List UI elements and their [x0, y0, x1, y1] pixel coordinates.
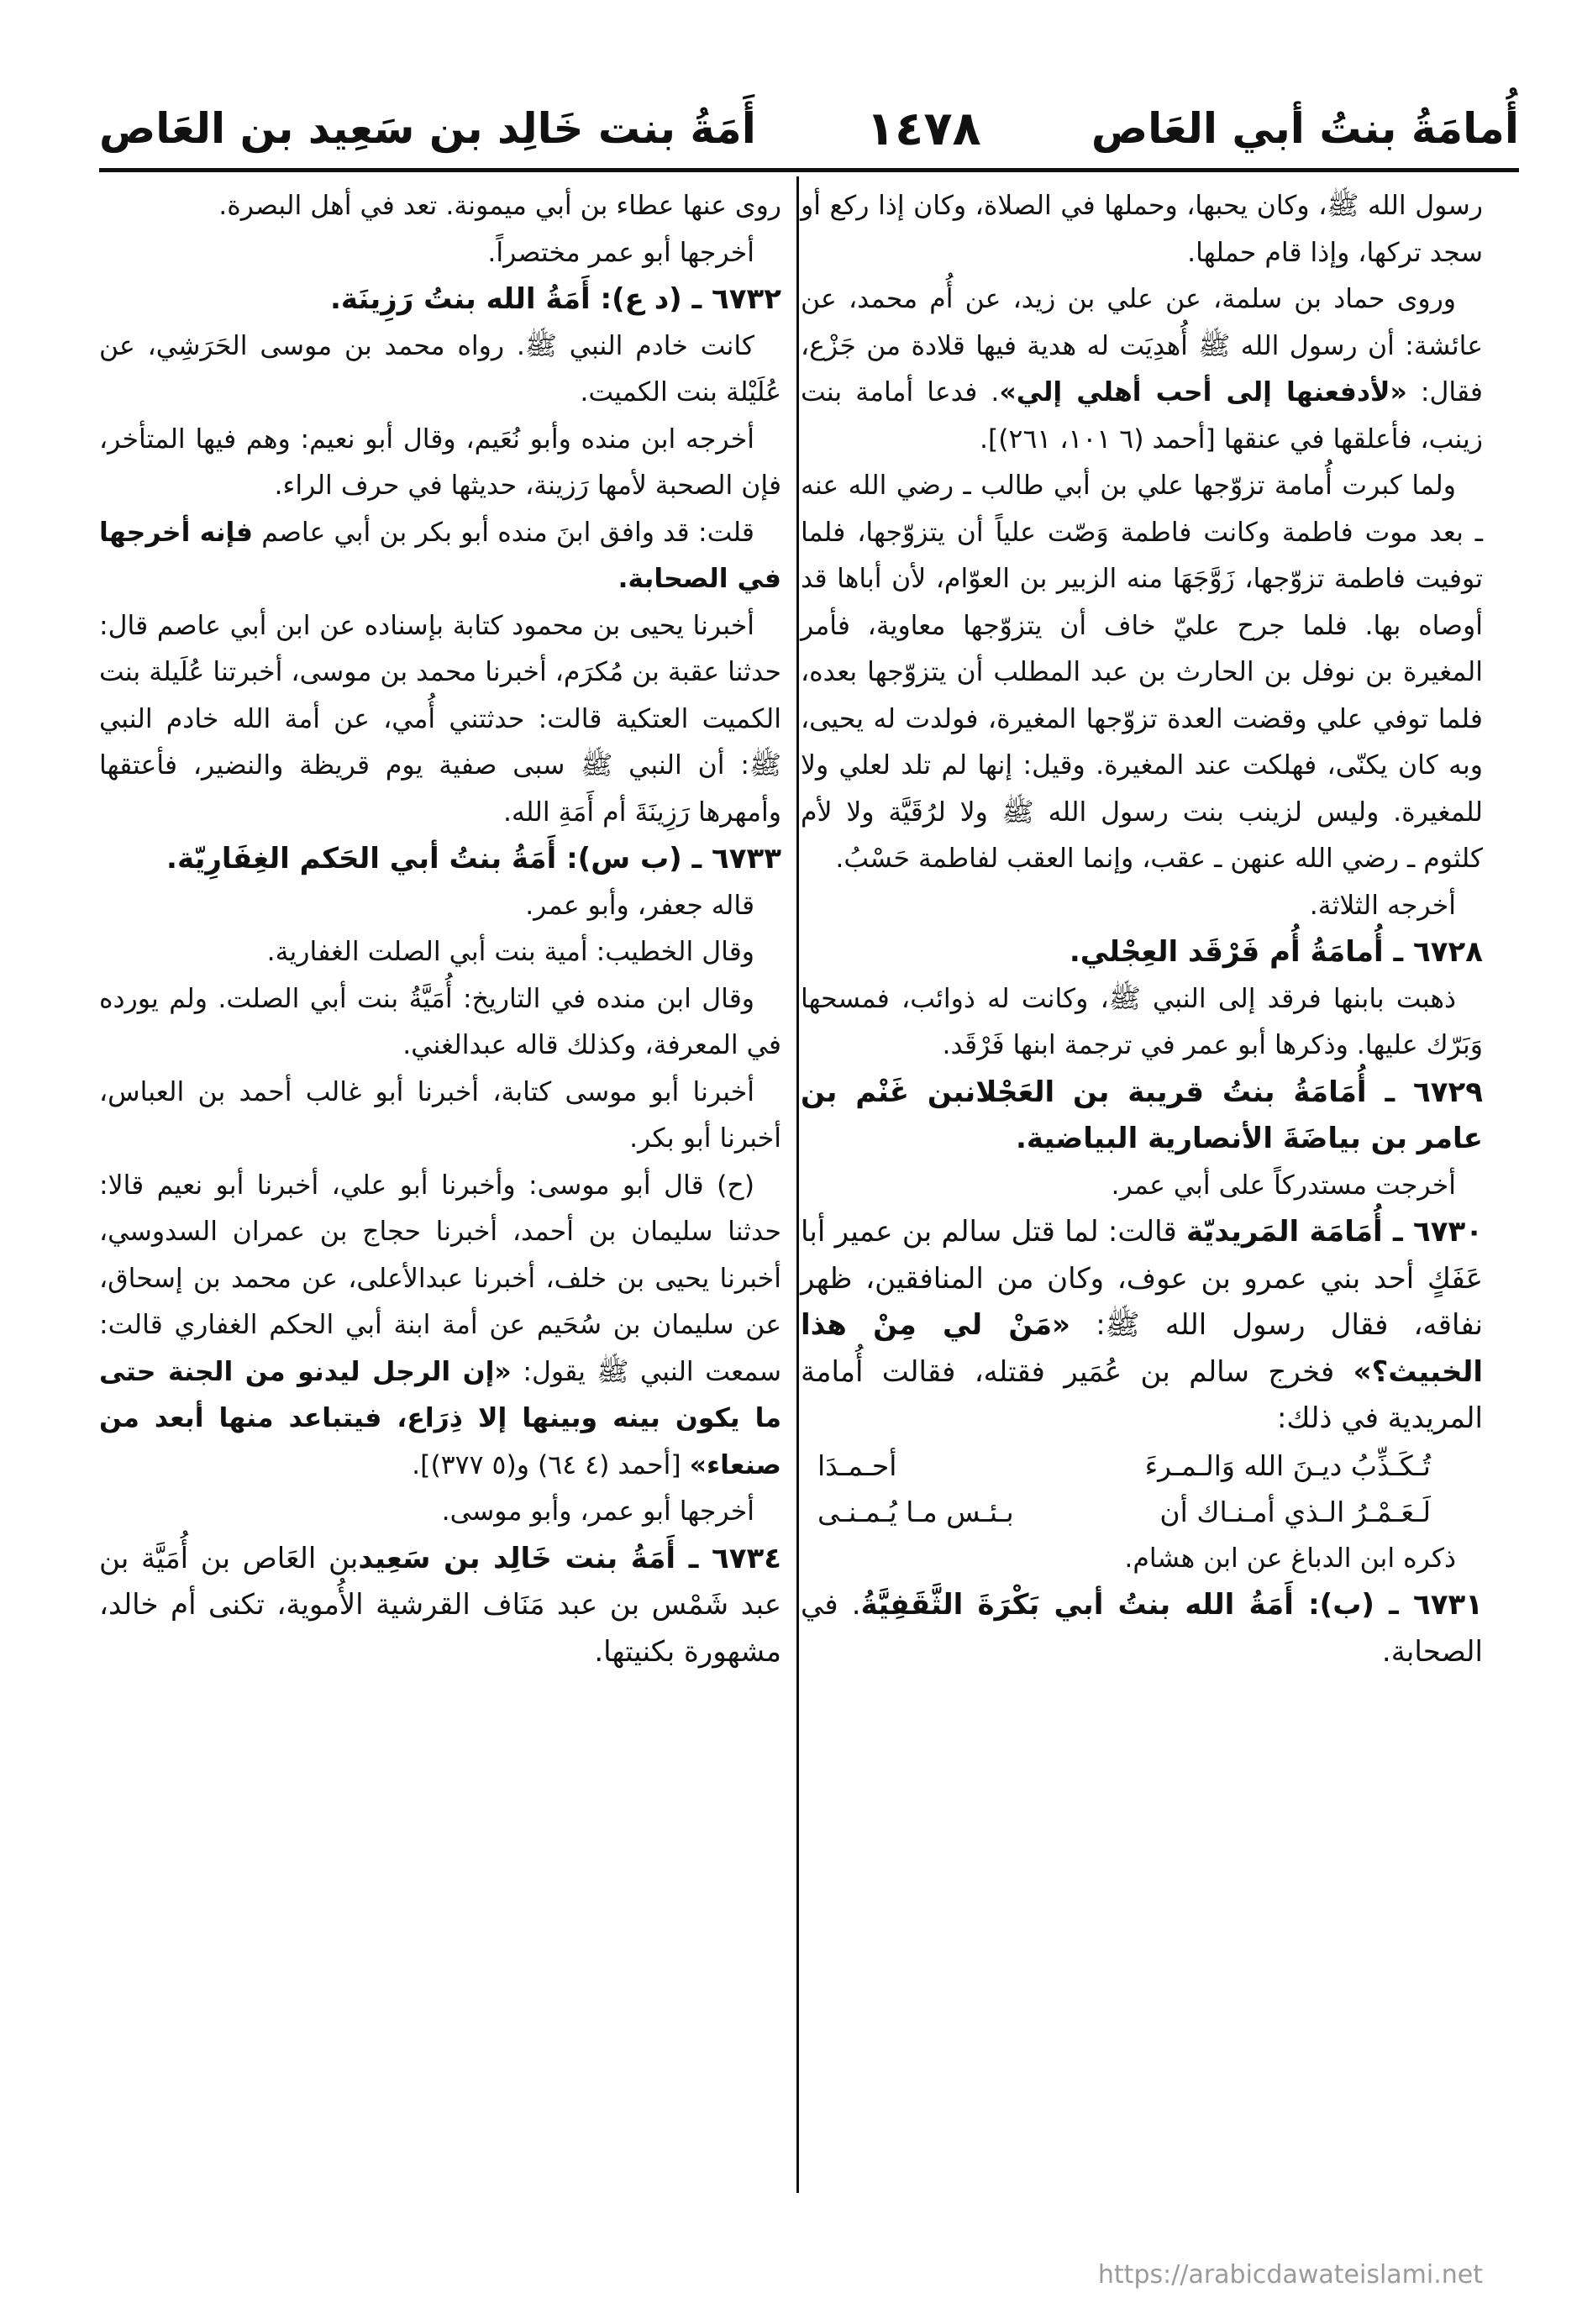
left-column	[99, 183, 781, 1675]
paragraph: أخبرنا يحيى بن محمود كتابة بإسناده عن ابن أبي عاصم قال: حدثنا عقبة بن مُكرَم، أخبرنا محمد بن موسى، أخبرتنا عُلَيلة بنت الكميت العتكية قالت: حدثتني أُمي، عن أمة الله خادم النبي ﷺ: أن النبي ﷺ سبى صفية يوم قريظة والنضير، فأعتقها وأمهرها رَزِينَةَ أم أَمَةِ الله.	[99, 610, 781, 828]
entry-number: ٦٧٣٠	[1413, 1215, 1484, 1249]
paragraph: أخرجها أبو عمر مختصراً.	[487, 237, 754, 268]
entry-text: فخرج سالم بن عُمَير فقتله، فقالت أُمامة المريدية في ذلك:	[801, 1354, 1483, 1435]
paragraph: ولما كبرت أُمامة تزوّجها علي بن أبي طالب ـ رضي الله عنه ـ بعد موت فاطمة وكانت فاطمة وَصّت علياً أن يتزوّجها، فلما توفيت فاطمة تزوّجها، زَوَّجَهَا منه الزبير بن العوّام، لأن أباها قد أوصاه بها. فلما جرح عليّ خاف أن يتزوّجها معاوية، فأمر المغيرة بن نوفل بن الحارث بن عبد المطلب أن يتزوّجها بعده، فلما توفي علي وقضت العدة تزوّجها المغيرة، فولدت له يحيى، وبه كان يكنّى، فهلكت عند المغيرة. وقيل: إنها لم تلد لعلي ولا للمغيرة. وليس لزينب بنت رسول الله ﷺ ولا لرُقَيَّة ولا لأم كلثوم ـ رضي الله عنهن ـ عقب، وإنما العقب لفاطمة حَسْبُ.	[801, 471, 1483, 874]
header-rule	[99, 168, 1519, 172]
entry-title: ـ (د ع): أَمَةُ الله بنتُ رَزِينَة.	[329, 282, 712, 316]
paragraph: وقال الخطيب: أمية بنت أبي الصلت الغفارية.	[266, 937, 754, 967]
entry-title: ـ أُمَامَةُ بنتُ قريبة بن العَجْلان	[964, 1075, 1413, 1109]
entry-text: قالت: لما قتل سالم بن عمير أبا عَفَكٍ أحد بني عمرو بن عوف، وكان من المنافقين، ظهر نفاقه، فقال رسول الله ﷺ:	[801, 1215, 1483, 1342]
entry-number: ٦٧٣١	[1412, 1588, 1483, 1622]
paragraph	[801, 276, 1483, 463]
paragraph: كانت خادم النبي ﷺ. رواه محمد بن موسى الحَرَشِي، عن عُلَيْلة بنت الكميت.	[99, 330, 781, 407]
entry-6731	[801, 1582, 1483, 1675]
paragraph: أخبرنا أبو موسى كتابة، أخبرنا أبو غالب أحمد بن العباس، أخبرنا أبو بكر.	[99, 1076, 781, 1154]
text: وروى حماد بن سلمة، عن علي بن زيد، عن أُم محمد، عن عائشة: أن رسول الله ﷺ أُهدِيَت له هدية فيها قلادة من جَزْع، فقال:	[801, 284, 1483, 407]
verse-line	[801, 1489, 1483, 1536]
entry-6729	[801, 1070, 1483, 1163]
paragraph: أخرجه الثلاثة.	[1309, 890, 1456, 921]
paragraph: وقال ابن منده في التاريخ: أُمَيَّةُ بنت أبي الصلت. ولم يورده في المعرفة، وكذلك قاله عبدالغني.	[99, 983, 781, 1060]
paragraph: قاله جعفر، وأبو عمر.	[525, 890, 754, 921]
entry-rest: بن غَنْم بن عامر بن بياضَةَ الأنصارية البياضية.	[801, 1075, 1483, 1155]
entry-rest: . في الصحابة.	[801, 1588, 1483, 1669]
verse-line	[801, 1443, 1483, 1490]
right-column	[801, 183, 1483, 1675]
hemistich: بـئـس مـا يُـمـنـى	[817, 1496, 1014, 1528]
entry-title: ـ (ب): أَمَةُ الله بنتُ أبي بَكْرَةَ الثَّقَفِيَّةُ	[860, 1588, 1413, 1622]
text-bold: فإنه أخرجها في الصحابة.	[99, 517, 781, 594]
entry-title: ـ أُمَامَة المَريديّة	[1186, 1215, 1413, 1249]
hadith-quote: «لأدفعنها إلى أحب أهلي إلي»	[999, 377, 1407, 407]
entry-rest: بن العَاص بن أُمَيَّة بن عبد شَمْس بن عبد مَنَاف القرشية الأُموية، تكنى أم خالد، مشهورة بكنيتها.	[99, 1541, 781, 1669]
paragraph: أخرجها أبو عمر، وأبو موسى.	[441, 1496, 754, 1527]
paragraph: رسول الله ﷺ، وكان يحبها، وحملها في الصلاة، وكان إذا ركع أو سجد تركها، وإذا قام حملها.	[801, 191, 1483, 268]
paragraph: روى عنها عطاء بن أبي ميمونة. تعد في أهل البصرة.	[218, 191, 781, 221]
watermark-url: https://arabicdawateislami.net	[1097, 2260, 1483, 2290]
page-header	[99, 91, 1519, 166]
paragraph: أخرجه ابن منده وأبو نُعَيم، وقال أبو نعيم: وهم فيها المتأخر، فإن الصحبة لأمها رَزينة، حديثها في حرف الراء.	[99, 423, 781, 501]
hemistich: تُـكَـذِّبُ ديـنَ الله وَالـمـرءَ	[1144, 1449, 1431, 1482]
hadith-quote: «إن الرجل ليدنو من الجنة حتى ما يكون بينه وبينها إلا ذِرَاع، فيتباعد منها أبعد من صنعاء»	[99, 1356, 781, 1480]
entry-number: ٦٧٣٣	[711, 842, 781, 875]
paragraph: ذهبت بابنها فرقد إلى النبي ﷺ، وكانت له ذوائب، فمسحها وَبَرّك عليها. وذكرها أبو عمر في ترجمة ابنها فَرْقَد.	[801, 983, 1483, 1060]
text: (ح) قال أبو موسى: وأخبرنا أبو علي، أخبرنا أبو نعيم قالا: حدثنا سليمان بن أحمد، أخبرنا حجاج بن عمران السدوسي، أخبرنا يحيى بن خلف، أخبرنا عبدالأعلى، عن محمد بن إسحاق، عن سليمان بن سُحَيم عن أمة ابنة أبي الحكم الغفاري قالت: سمعت النبي ﷺ يقول:	[99, 1170, 781, 1387]
header-right-title: أُمامَةُ بنتُ أبي العَاص	[1091, 104, 1519, 153]
text: قلت: قد وافق ابنَ منده أبو بكر بن أبي عاصم	[252, 517, 754, 548]
entry-6734	[99, 1536, 781, 1676]
hemistich: لَـعَـمْـرُ الـذي أمـنـاك أن	[1159, 1496, 1431, 1528]
entry-number: ٦٧٢٨	[1412, 935, 1483, 969]
entry-title: ـ أُمامَةُ أُم فَرْقَد العِجْلي.	[1069, 935, 1413, 969]
entry-6728	[801, 929, 1483, 976]
entry-6732	[99, 276, 781, 323]
paragraph	[99, 510, 781, 603]
paragraph	[99, 1163, 781, 1490]
text: [أحمد (٤ ٦٤) و(٥ ٣٧٧)].	[412, 1449, 690, 1480]
page-number: ١٤٧٨	[865, 101, 981, 156]
paragraph: ذكره ابن الدباغ عن ابن هشام.	[1124, 1543, 1456, 1574]
column-divider	[796, 176, 799, 2193]
entry-number: ٦٧٢٩	[1412, 1075, 1483, 1109]
hemistich: أحـمـدَا	[817, 1449, 897, 1482]
entry-title: ـ (ب س): أَمَةُ بنتُ أبي الحَكم الغِفَارِيّة.	[166, 842, 712, 875]
entry-title: ـ أَمَةُ بنت خَالِد بن سَعِيد	[358, 1541, 712, 1575]
entry-6730	[801, 1209, 1483, 1443]
hadith-quote: «مَنْ لي مِنْ هذا الخبيث؟»	[801, 1308, 1483, 1389]
entry-6733	[99, 836, 781, 883]
entry-number: ٦٧٣٤	[711, 1541, 781, 1575]
text: . فدعا أمامة بنت زينب، فأعلقها في عنقها [أحمد (٦ ١٠١، ٢٦١)].	[801, 377, 1483, 455]
entry-number: ٦٧٣٢	[711, 282, 781, 316]
header-left-title: أَمَةُ بنت خَالِد بن سَعِيد بن العَاص	[99, 104, 756, 153]
paragraph: أخرجت مستدركاً على أبي عمر.	[1111, 1170, 1456, 1201]
